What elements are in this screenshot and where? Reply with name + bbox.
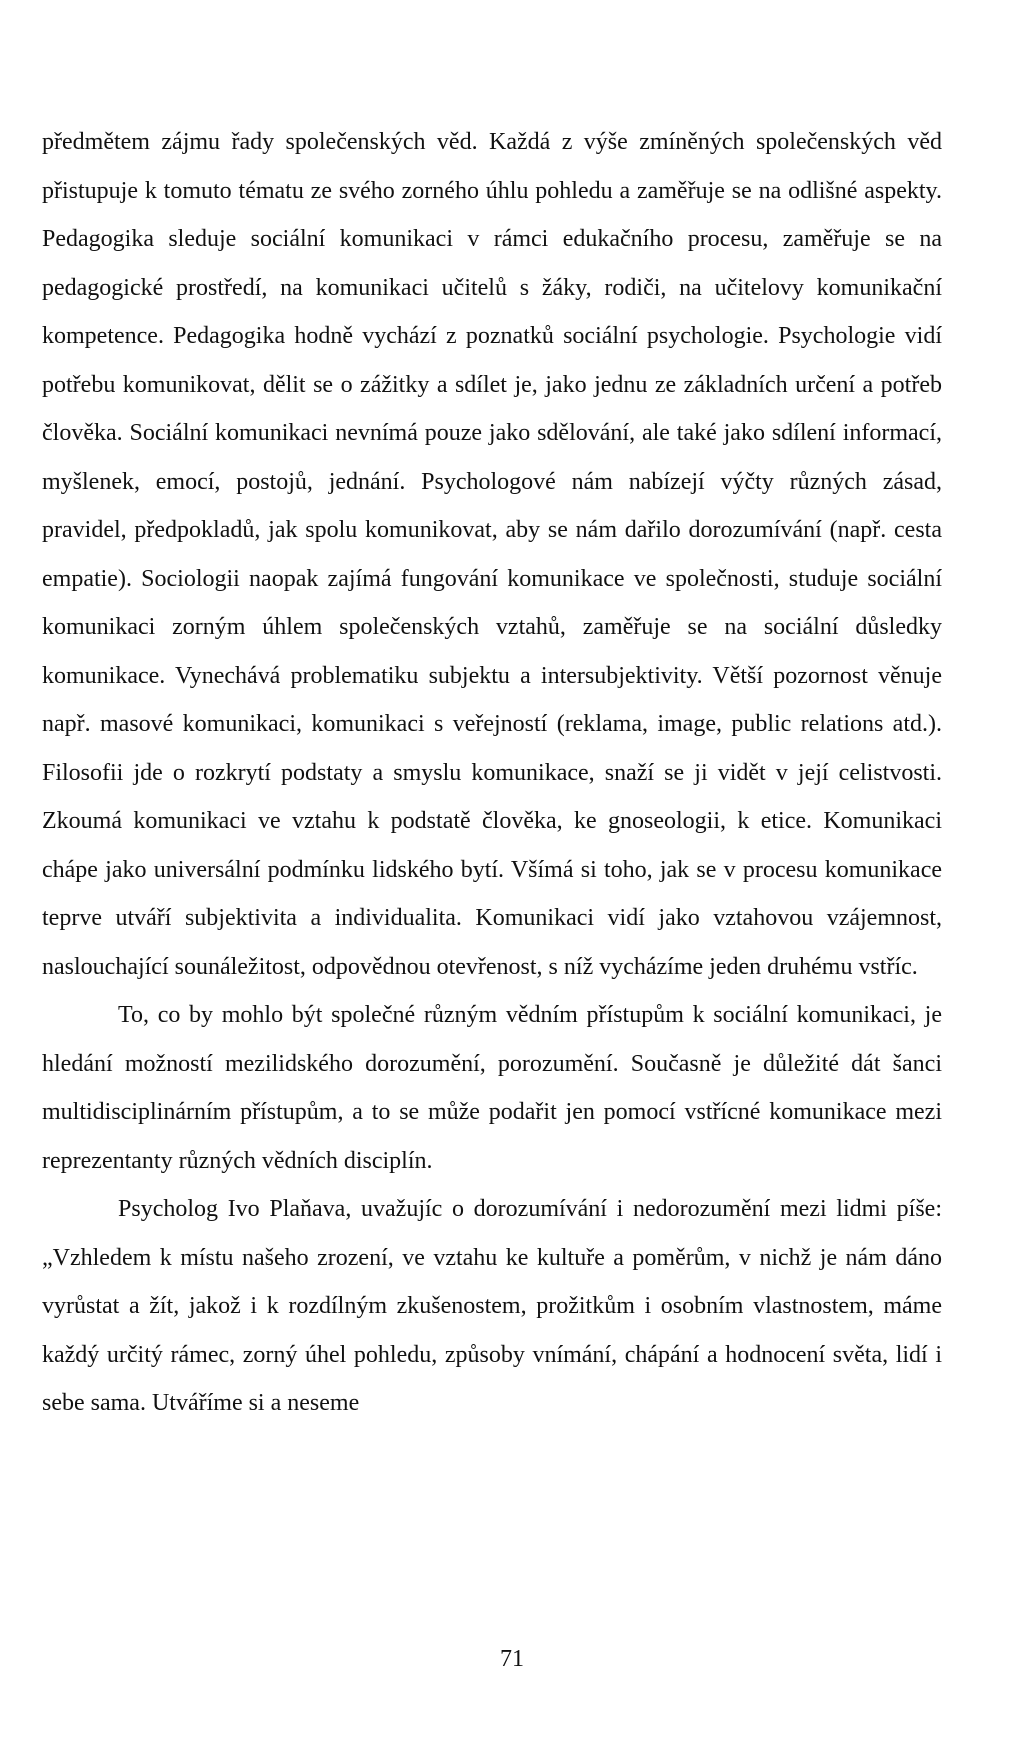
paragraph-planava-quote: Psycholog Ivo Plaňava, uvažujíc o dorozumívání i nedorozumění mezi lidmi píše: „Vzhledem k místu našeho zrození, ve vztahu ke kultuře a poměrům, v nichž je nám dáno vyrůstat a žít, jakož i k rozdílným zkušenostem, prožitkům i osobním vlastnostem, máme každý určitý rámec, zorný úhel pohledu, způsoby vnímání, chápání a hodnocení světa, lidí i sebe sama. Utváříme si a neseme (42, 1196, 942, 1416)
paragraph-continuation: předmětem zájmu řady společenských věd. Každá z výše zmíněných společenských věd přistupuje k tomuto tématu ze svého zorného úhlu pohledu a zaměřuje se na odlišné aspekty. Pedagogika sleduje sociální komunikaci v rámci edukačního procesu, zaměřuje se na pedagogické prostředí, na komunikaci učitelů s žáky, rodiči, na učitelovy komunikační kompetence. Pedagogika hodně vychází z poznatků sociální psychologie. Psychologie vidí potřebu komunikovat, dělit se o zážitky a sdílet je, jako jednu ze základních určení a potřeb člověka. Sociální komunikaci nevnímá pouze jako sdělování, ale také jako sdílení informací, myšlenek, emocí, postojů, jednání. Psychologové nám nabízejí výčty různých zásad, pravidel, předpokladů, jak spolu komunikovat, aby se nám dařilo dorozumívání (např. cesta empatie). Sociologii naopak zajímá fungování komunikace ve společnosti, studuje sociální komunikaci zorným úhlem společenských vztahů, zaměřuje se na sociální důsledky komunikace. Vynechává problematiku subjektu a intersubjektivity. Větší pozornost věnuje např. masové komunikaci, komunikaci s veřejností (reklama, image, public relations atd.). Filosofii jde o rozkrytí podstaty a smyslu komunikace, snaží se ji vidět v její celistvosti. Zkoumá komunikaci ve vztahu k podstatě člověka, ke gnoseologii, k etice. Komunikaci chápe jako universální podmínku lidského bytí. Všímá si toho, jak se v procesu komunikace teprve utváří subjektivita a individualita. Komunikaci vidí jako vztahovou vzájemnost, naslouchající sounáležitost, odpovědnou otevřenost, s níž vycházíme jeden druhému vstříc. (42, 129, 942, 980)
page-number: 71 (500, 1646, 524, 1672)
body-text (42, 118, 942, 1428)
paragraph-common-approaches: To, co by mohlo být společné různým vědním přístupům k sociální komunikaci, je hledání možností mezilidského dorozumění, porozumění. Současně je důležité dát šanci multidisciplinárním přístupům, a to se může podařit jen pomocí vstřícné komunikace mezi reprezentanty různých vědních disciplín. (42, 1002, 942, 1174)
